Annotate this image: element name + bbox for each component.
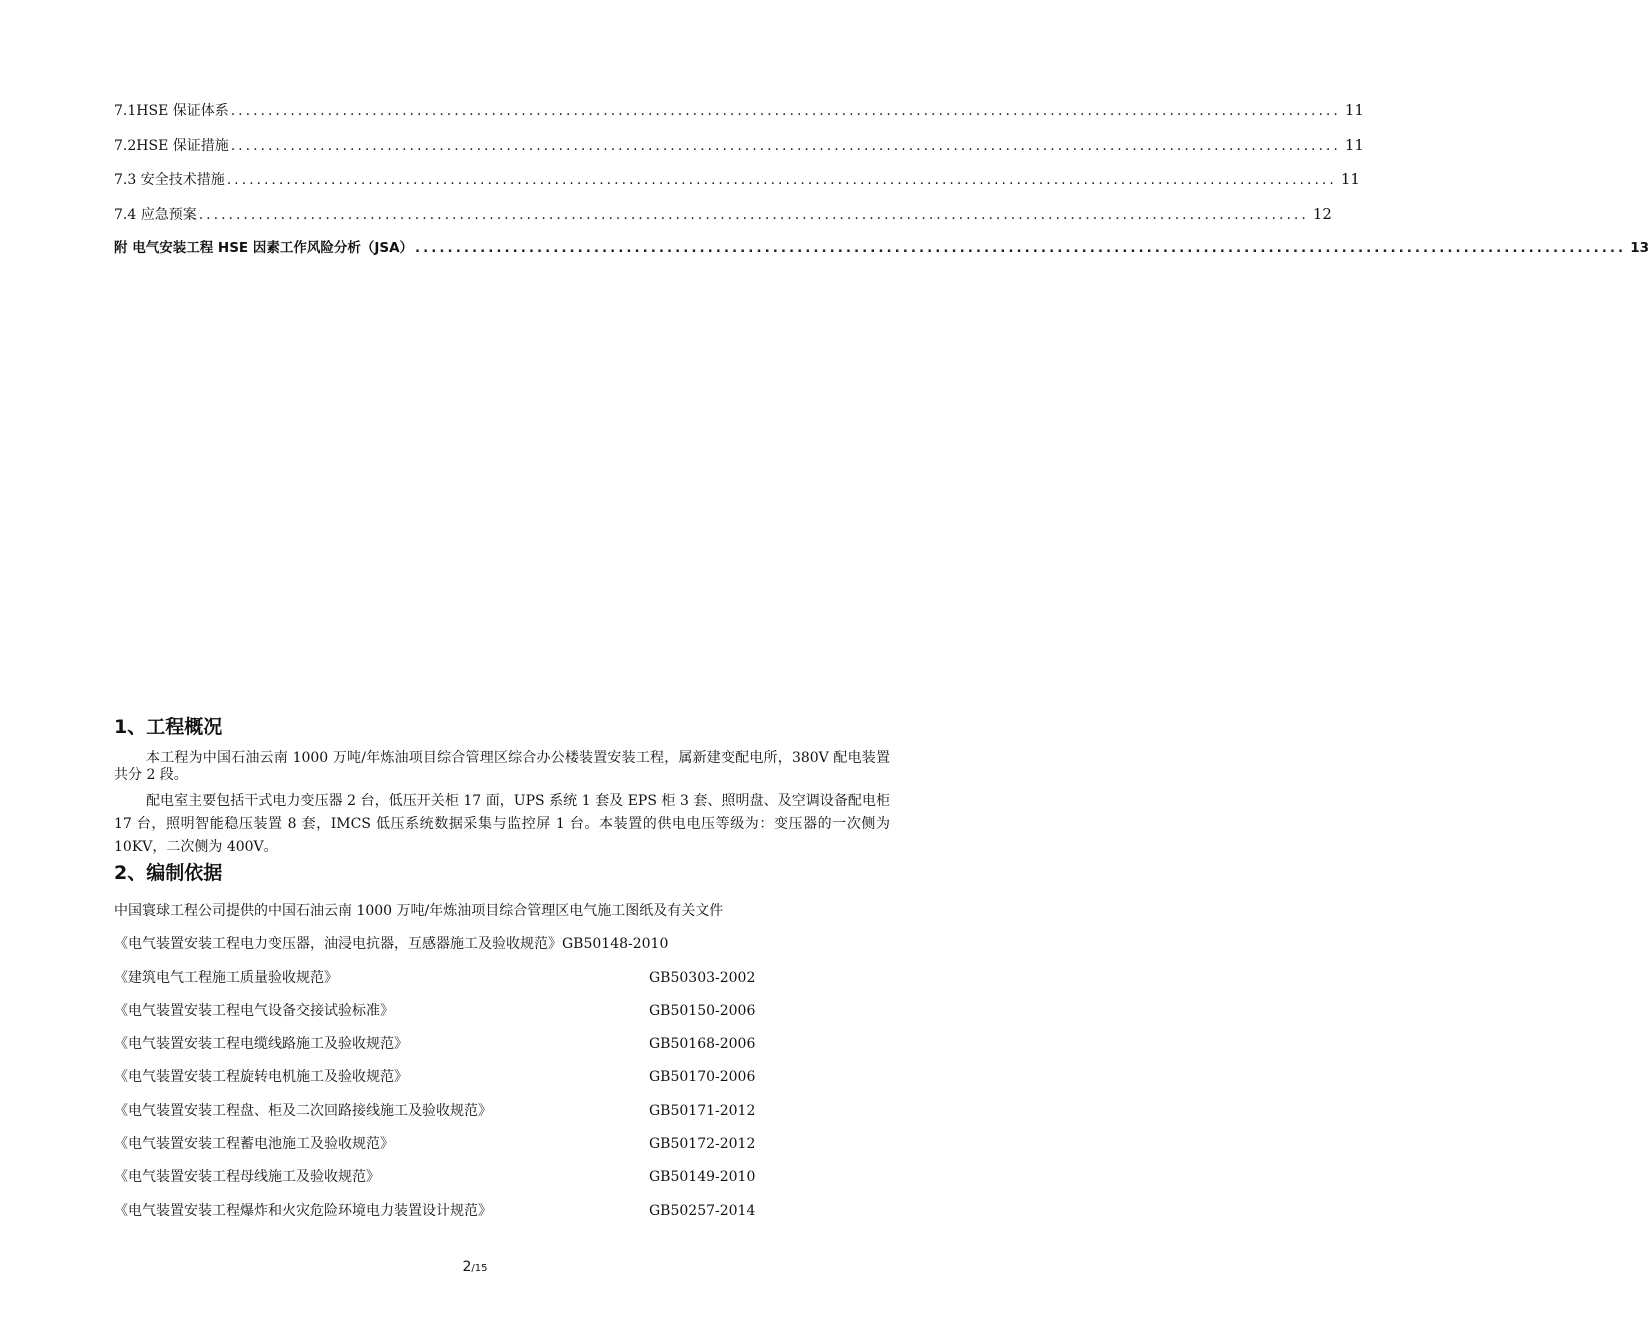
toc-entry-title: 7.4 应急预案 — [114, 206, 197, 223]
reference-name: 《电气装置安装工程电力变压器，油浸电抗器，互感器施工及验收规范》GB50148-2010 — [114, 936, 669, 953]
toc-entry-page: 11 — [1344, 101, 1364, 119]
section-heading-overview: 1、工程概况 — [114, 716, 223, 738]
list-item — [114, 1062, 894, 1095]
list-item — [114, 896, 894, 929]
toc-entry-title: 7.2HSE 保证措施 — [114, 137, 229, 154]
list-item — [114, 1196, 894, 1229]
reference-code: GB50171-2012 — [649, 1102, 756, 1119]
reference-list — [114, 896, 894, 1229]
reference-code: GB50170-2006 — [649, 1069, 756, 1086]
toc-entry-title: 附 电气安装工程 HSE 因素工作风险分析（JSA） — [114, 240, 414, 256]
reference-code: GB50168-2006 — [649, 1036, 756, 1053]
section-heading-basis: 2、编制依据 — [114, 862, 223, 884]
paragraph: 配电室主要包括干式电力变压器 2 台，低压开关柜 17 面，UPS 系统 1 套及 EPS 柜 3 套、照明盘、及空调设备配电柜 17 台，照明智能稳压装置 8 套，IMCS 低压系统数据采集与监控屏 1 台。本装置的供电电压等级为：变压器的一次侧为 10KV，二次侧为 400V。 — [114, 793, 890, 855]
toc-entry-page: 11 — [1340, 170, 1360, 188]
current-page: 2 — [462, 1259, 472, 1275]
table-of-contents — [114, 100, 1649, 273]
toc-entry-title: 7.3 安全技术措施 — [114, 172, 225, 188]
page-number — [0, 1256, 950, 1275]
reference-name: 《电气装置安装工程电缆线路施工及验收规范》 — [114, 1036, 408, 1053]
toc-entry-page: 13 — [1630, 240, 1649, 256]
reference-name: 《电气装置安装工程母线施工及验收规范》 — [114, 1169, 380, 1186]
paragraph: 本工程为中国石油云南 1000 万吨/年炼油项目综合管理区综合办公楼装置安装工程，属新建变配电所，380V 配电装置共分 2 段。 — [114, 750, 890, 783]
reference-name: 中国寰球工程公司提供的中国石油云南 1000 万吨/年炼油项目综合管理区电气施工图纸及有关文件 — [114, 903, 724, 919]
list-item — [114, 963, 894, 996]
total-pages: /15 — [471, 1263, 488, 1274]
reference-name: 《电气装置安装工程旋转电机施工及验收规范》 — [114, 1069, 408, 1086]
reference-name: 《建筑电气工程施工质量验收规范》 — [114, 969, 338, 986]
list-item — [114, 996, 894, 1029]
reference-code: GB50149-2010 — [649, 1169, 756, 1186]
toc-entry-appendix[interactable]: 附 电气安装工程 HSE 因素工作风险分析（JSA） ..................................................................................................................................................... 13 — [114, 240, 1649, 256]
toc-entry[interactable]: 7.3 安全技术措施 ..................................................................................................................................................... 11 — [114, 170, 1360, 188]
toc-entry[interactable]: 7.2HSE 保证措施 ..................................................................................................................................................... 11 — [114, 135, 1364, 154]
toc-entry-title: 7.1HSE 保证体系 — [114, 103, 229, 119]
list-item — [114, 929, 894, 962]
list-item — [114, 1096, 894, 1129]
list-item — [114, 1029, 894, 1062]
toc-entry-page: 12 — [1312, 204, 1332, 223]
toc-entry[interactable]: 7.4 应急预案 ..................................................................................................................................................... 12 — [114, 204, 1332, 223]
reference-name: 《电气装置安装工程爆炸和火灾危险环境电力装置设计规范》 — [114, 1202, 492, 1219]
reference-name: 《电气装置安装工程盘、柜及二次回路接线施工及验收规范》 — [114, 1102, 492, 1119]
reference-name: 《电气装置安装工程电气设备交接试验标准》 — [114, 1002, 394, 1019]
list-item — [114, 1162, 894, 1195]
section-body-overview — [114, 750, 890, 859]
toc-entry-page: 11 — [1344, 135, 1364, 154]
list-item — [114, 1129, 894, 1162]
reference-name: 《电气装置安装工程蓄电池施工及验收规范》 — [114, 1136, 394, 1153]
reference-code: GB50150-2006 — [649, 1002, 756, 1019]
reference-code: GB50303-2002 — [649, 969, 756, 986]
reference-code: GB50257-2014 — [649, 1202, 756, 1219]
reference-code: GB50172-2012 — [649, 1136, 756, 1153]
toc-entry[interactable]: 7.1HSE 保证体系 ..................................................................................................................................................... 11 — [114, 101, 1364, 119]
